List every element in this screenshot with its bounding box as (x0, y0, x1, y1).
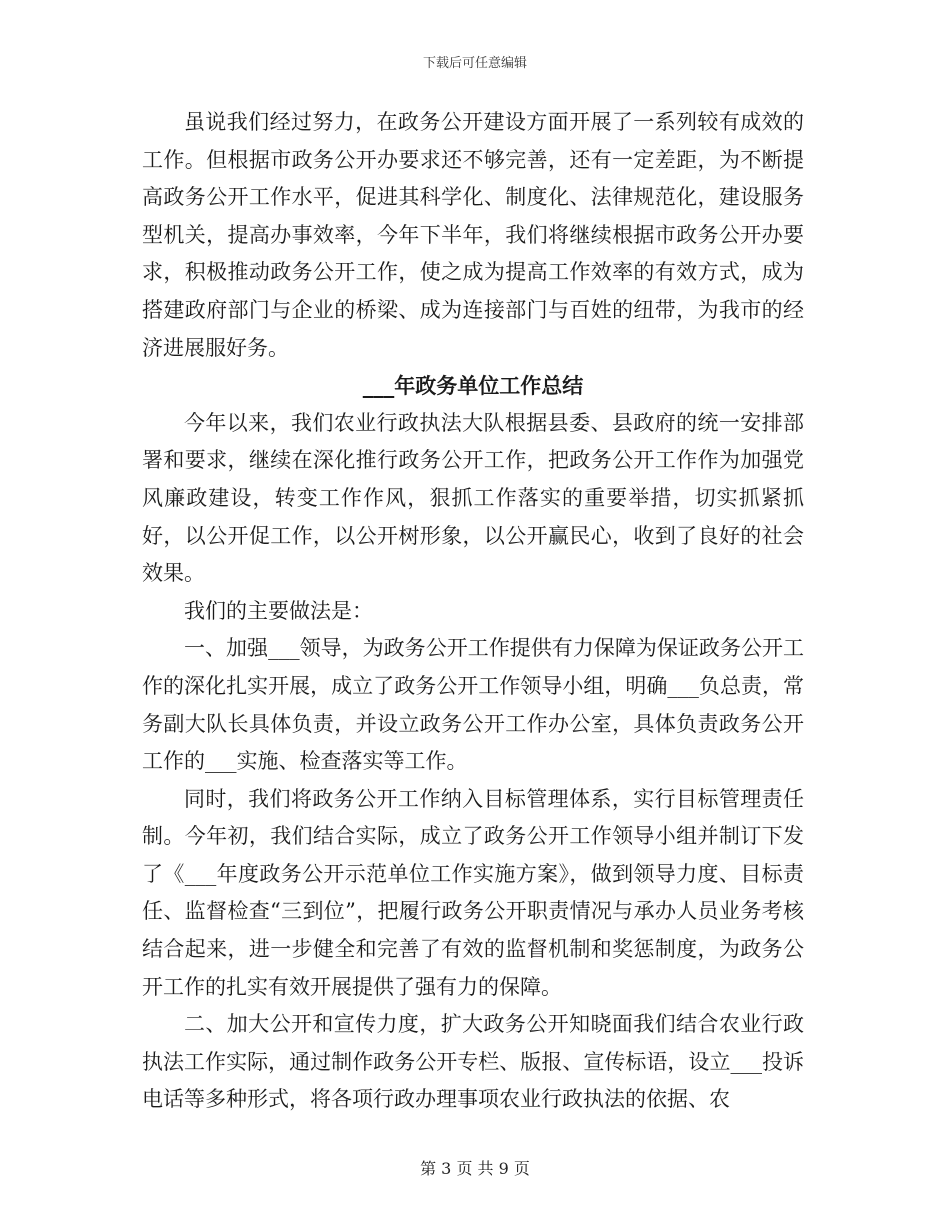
paragraph: 一、加强___领导，为政务公开工作提供有力保障为保证政务公开工作的深化扎实开展，成立了政务公开工作领导小组，明确___负总责，常务副大队长具体负责，并设立政务公开工作办公室，具体负责政务公开工作的___实施、检查落实等工作。 (142, 636, 804, 774)
paragraph: 我们的主要做法是： (184, 598, 373, 623)
paragraph: 同时，我们将政务公开工作纳入目标管理体系，实行目标管理责任制。今年初，我们结合实际，成立了政务公开工作领导小组并制订下发了《___年度政务公开示范单位工作实施方案》，做到领导力度、目标责任、监督检查“三到位”，把履行政务公开职责情况与承办人员业务考核结合起来，进一步健全和完善了有效的监督机制和奖惩制度，为政务公开工作的扎实有效开展提供了强有力的保障。 (142, 786, 804, 999)
section-title: ___年政务单位工作总结 (362, 373, 584, 399)
paragraph: 今年以来，我们农业行政执法大队根据县委、县政府的统一安排部署和要求，继续在深化推行政务公开工作，把政务公开工作作为加强党风廉政建设，转变工作作风，狠抓工作落实的重要举措，切实抓紧抓好，以公开促工作，以公开树形象，以公开赢民心，收到了良好的社会效果。 (142, 410, 804, 586)
page-header: 下载后可任意编辑 (422, 56, 527, 71)
paragraph: 虽说我们经过努力，在政务公开建设方面开展了一系列较有成效的工作。但根据市政务公开办要求还不够完善，还有一定差距，为不断提高政务公开工作水平，促进其科学化、制度化、法律规范化，建设服务型机关，提高办事效率，今年下半年，我们将继续根据市政务公开办要求，积极推动政务公开工作，使之成为提高工作效率的有效方式，成为搭建政府部门与企业的桥梁、成为连接部门与百姓的纽带，为我市的经济进展服好务。 (142, 110, 804, 360)
page-footer: 第 3 页 共 9 页 (420, 1159, 530, 1178)
paragraph: 二、加大公开和宣传力度，扩大政务公开知晓面我们结合农业行政执法工作实际，通过制作政务公开专栏、版报、宣传标语，设立___投诉电话等多种形式，将各项行政办理事项农业行政执法的依据、农 (142, 1012, 804, 1112)
document-body (142, 104, 804, 1119)
